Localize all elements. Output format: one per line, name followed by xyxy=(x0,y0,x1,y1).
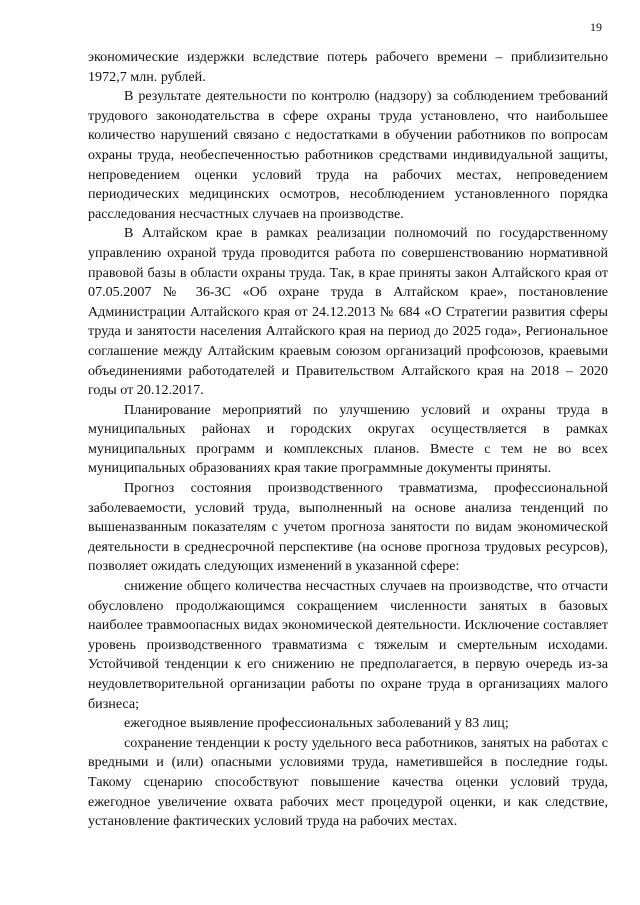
paragraph-inspection-results: В результате деятельности по контролю (надзору) за соблюдением требований трудового законодательства в сфере охраны труда установлено, что наибольшее количество нарушений связано с недостатками в обучении работников по вопросам охраны труда, необеспеченностью работников средствами индивидуальной защиты, непроведением оценки условий труда на рабочих местах, непроведением периодических медицинских осмотров, несоблюдением установленного порядка расследования несчастных случаев на производстве. xyxy=(88,88,608,222)
paragraph-forecast-intro: Прогноз состояния производственного травматизма, профессиональной заболеваемости, условий труда, выполненный на основе анализа тенденций по вышеназванным показателям с учетом прогноза занятости по видам экономической деятельности в среднесрочной перспективе (на основе прогноза трудовых ресурсов), позволяет ожидать следующих изменений в указанной сфере: xyxy=(88,480,608,575)
page-number: 19 xyxy=(590,20,602,34)
document-body xyxy=(88,48,608,832)
paragraph-accident-reduction: снижение общего количества несчастных случаев на производстве, что отчасти обусловлено продолжающимся сокращением численности занятых в базовых наиболее травмоопасных видах экономической деятельности. Исключение составляет уровень производственного травматизма с тяжелым и смертельным исходами. Устойчивой тенденции к его снижению не предполагается, в первую очередь из-за неудовлетворительной организации работы по охране труда в организациях малого бизнеса; xyxy=(88,578,608,712)
paragraph-hazardous-conditions: сохранение тенденции к росту удельного веса работников, занятых на работах с вредными и (или) опасными условиями труда, наметившейся в последние годы. Такому сценарию способствуют повышение качества оценки условий труда, ежегодное увеличение охвата рабочих мест процедурой оценки, и как следствие, установление фактических условий труда на рабочих местах. xyxy=(88,734,608,830)
paragraph-economic-losses: экономические издержки вследствие потерь рабочего времени – приблизительно 1972,7 млн. рублей. xyxy=(88,49,608,85)
paragraph-occupational-diseases: ежегодное выявление профессиональных заболеваний у 83 лиц; xyxy=(124,715,509,732)
paragraph-regulatory-framework: В Алтайском крае в рамках реализации полномочий по государственному управлению охраной труда проводится работа по совершенствованию нормативной правовой базы в области охраны труда. Так, в крае приняты закон Алтайского края от 07.05.2007 № 36-ЗС «Об охране труда в Алтайском крае», постановление Администрации Алтайского края от 24.12.2013 № 684 «О Стратегии развития сферы труда и занятости населения Алтайского края на период до 2025 года», Региональное соглашение между Алтайским краевым союзом организаций профсоюзов, краевыми объединениями работодателей и Правительством Алтайского края на 2018 – 2020 годы от 20.12.2017. xyxy=(88,225,608,399)
paragraph-municipal-planning: Планирование мероприятий по улучшению условий и охраны труда в муниципальных районах и городских округах осуществляется в рамках муниципальных программ и комплексных планов. Вместе с тем не во всех муниципальных образованиях края такие программные документы приняты. xyxy=(88,401,608,477)
